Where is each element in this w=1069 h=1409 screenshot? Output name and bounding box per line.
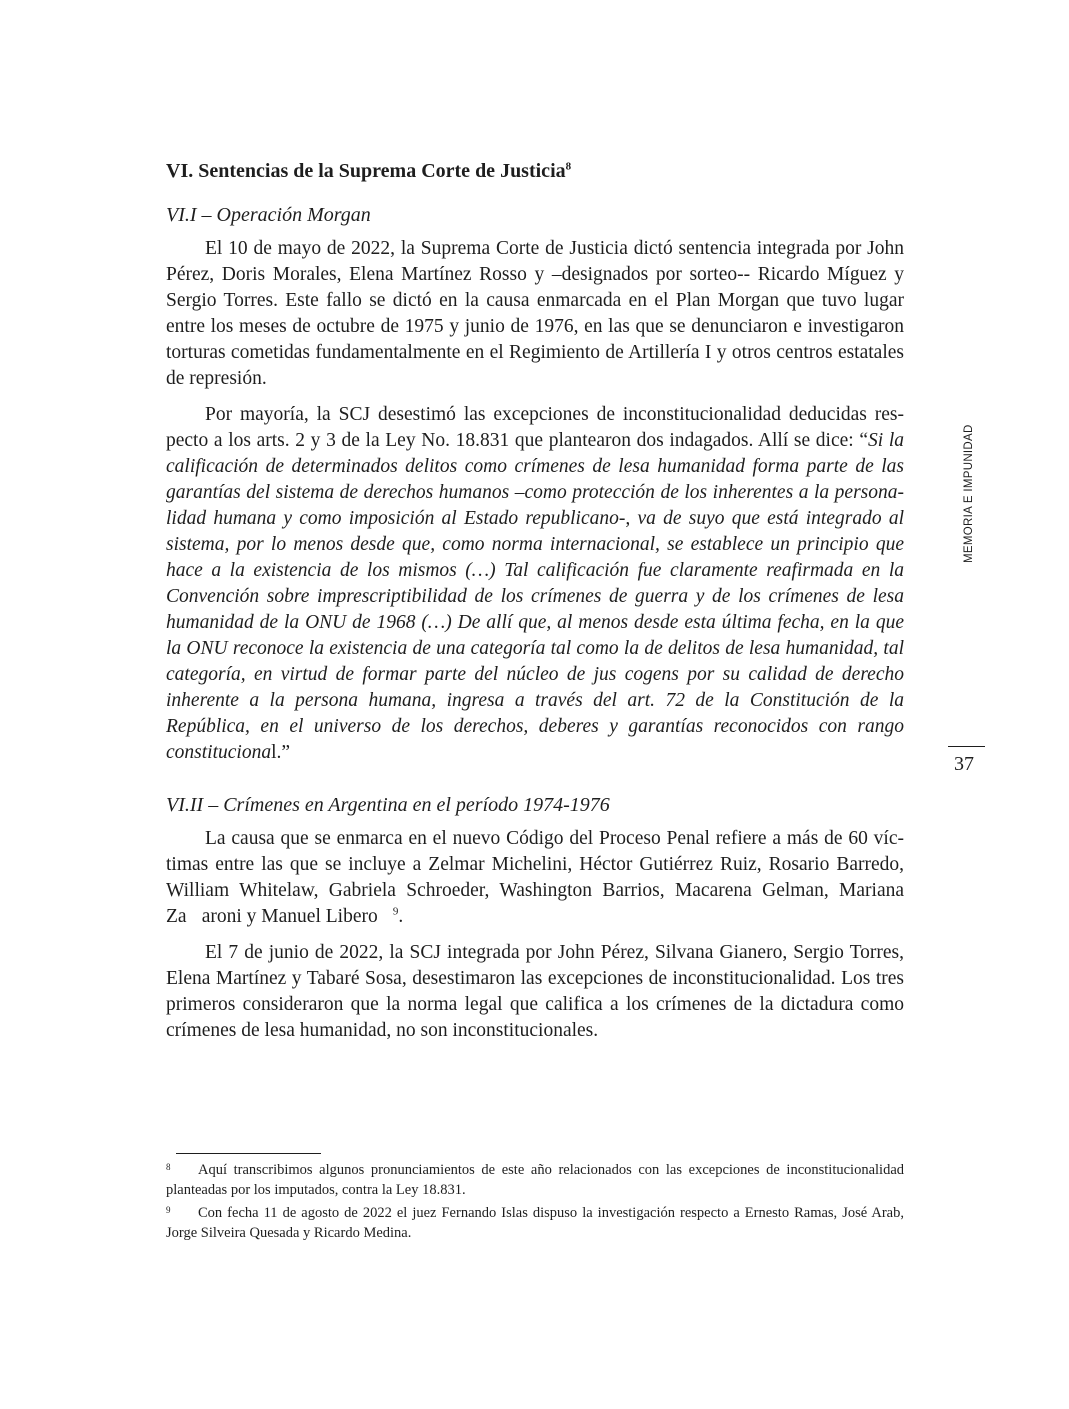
footnote-number: 9: [166, 1205, 171, 1215]
paragraph-morgan-1: El 10 de mayo de 2022, la Suprema Corte de Justicia dictó sentencia integrada por John Pérez, Doris Morales, Elena Martínez Rosso y –designados por sorteo-- Ricardo Míguez y Sergio Torres. Este fallo se dictó en la causa enmarcada en el Plan Morgan que tuvo lugar entre los meses de octubre de 1975 y junio de 1976, en las que se denunciaron e investigaron torturas cometidas fundamentalmente en el Regimiento de Artillería I y otros centros estatales de represión.: [166, 238, 904, 389]
main-content: [166, 158, 904, 1054]
running-title: MEMORIA E IMPUNIDAD: [963, 424, 975, 563]
paragraph-argentina-1-text: La causa que se enmarca en el nuevo Código del Proceso Penal refiere a más de 60 víctimas entre las que se incluye a Zelmar Michelini, Héctor Gutiérrez Ruiz, Rosario Barredo, William Whitelaw, Gabriela Schroeder, Washington Barrios, Macarena Gelman, Mariana Za aroni y Manuel Libero : [166, 828, 904, 927]
paragraph-argentina-2: El 7 de junio de 2022, la SCJ integrada por John Pérez, Silvana Gianero, Sergio Torres, Elena Martínez y Tabaré Sosa, desestimaron las excepciones de inconstitucionalidad. Los tres primeros consideraron que la norma legal que califica a los crímenes de la dictadura como crímenes de lesa humanidad, no son inconstitucionales.: [166, 942, 904, 1041]
subheading-operacion-morgan: VI.I – Operación Morgan: [166, 204, 371, 226]
paragraph-argentina-1: [166, 826, 904, 930]
page-number: 37: [954, 753, 974, 775]
footnote-text: Con fecha 11 de agosto de 2022 el juez Fernando Islas dispuso la investigación respecto a Ernesto Ramas, José Arab, Jorge Silveira Quesada y Ricardo Medina.: [166, 1205, 904, 1241]
footnote-9: [166, 1203, 904, 1243]
footnote-separator: [176, 1153, 321, 1154]
paragraph-morgan-2-end: l.”: [271, 742, 291, 763]
court-quote: Si la calificación de determinados delitos como crímenes de lesa humanidad forma parte de las garantías del sistema de derechos humanos –como protección de los inherentes a la personalidad humana y como imposición al Estado republicano-, va de suyo que está integrado al sistema, por lo menos desde que, como norma internacional, se establece un principio que hace a la existencia de los mismos (…) Tal calificación fue claramente reafirmada en la Convención sobre imprescriptibilidad de los crímenes de guerra y de los crímenes de lesa humanidad de la ONU de 1968 (…) De allí que, al menos desde esta última fecha, en la que la ONU reconoce la existencia de una categoría tal como la de delitos de lesa humanidad, tal categoría, en virtud de formar parte del núcleo de jus cogens por su calidad de derecho inherente a la persona humana, ingresa a través del art. 72 de la Constitución de la República, en el universo de los derechos, deberes y garantías reconocidos con rango constituciona: [166, 430, 904, 763]
footnote-text: Aquí transcribimos algunos pronunciamientos de este año relacionados con las excepciones de inconstitucionalidad planteadas por los imputados, contra la Ley 18.831.: [166, 1162, 904, 1198]
paragraph-morgan-2-intro: Por mayoría, la SCJ desestimó las excepciones de inconstitucionalidad deducidas respecto a los arts. 2 y 3 de la Ley No. 18.831 que plantearon dos indagados. Allí se dice: “: [166, 404, 904, 451]
footnote-8: [166, 1160, 904, 1200]
footnotes: [166, 1160, 904, 1246]
paragraph-morgan-2: [166, 402, 904, 766]
footnote-ref-8[interactable]: 8: [565, 160, 572, 173]
footnote-number: 8: [166, 1162, 171, 1172]
page-number-rule: [948, 746, 985, 747]
section-heading-text: VI. Sentencias de la Suprema Corte de Justicia: [166, 160, 566, 182]
section-heading: [166, 158, 904, 184]
footnote-ref-9[interactable]: 9: [392, 905, 399, 918]
subheading-crimenes-argentina: VI.II – Crímenes en Argentina en el período 1974-1976: [166, 794, 610, 816]
paragraph-argentina-1-end: .: [398, 906, 404, 927]
